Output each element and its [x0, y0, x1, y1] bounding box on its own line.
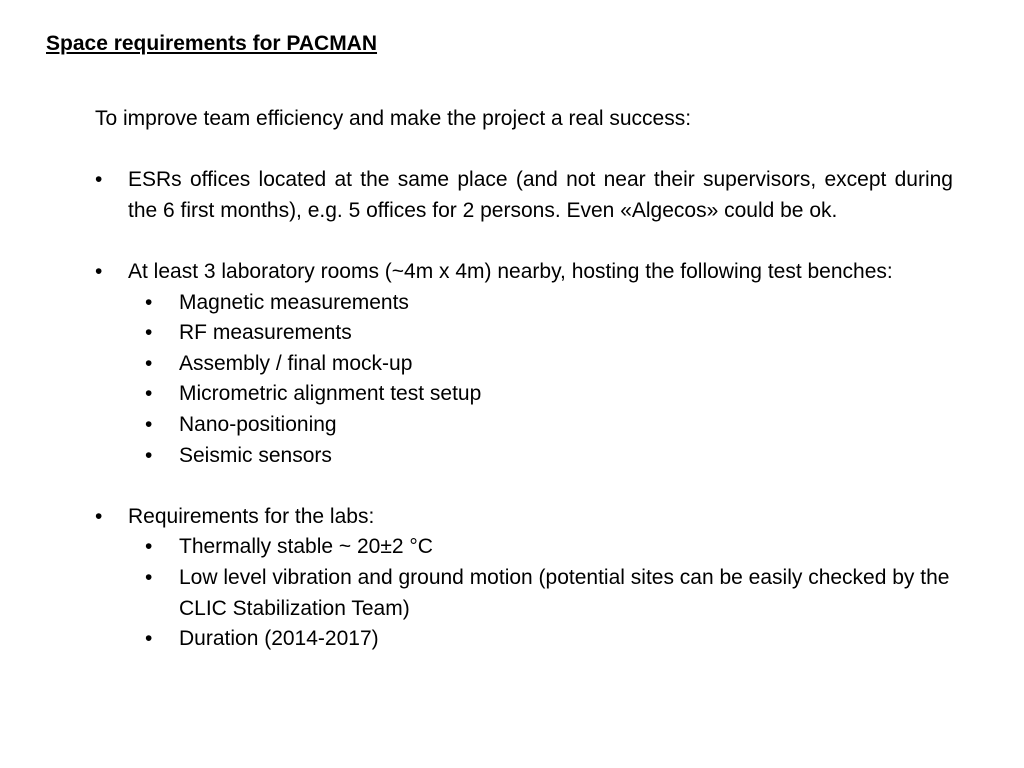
- spacer: [95, 471, 953, 502]
- sub-bullet-item: [95, 288, 953, 319]
- bullet-icon: •: [145, 412, 153, 436]
- bullet-item: [95, 165, 953, 226]
- spacer: [95, 135, 953, 166]
- bullet-icon: •: [145, 565, 153, 589]
- sub-bullet-item: [95, 349, 953, 380]
- intro-text: To improve team efficiency and make the project a real success:: [95, 107, 692, 130]
- slide-body: [95, 104, 953, 655]
- sub-bullet-text: RF measurements: [179, 321, 352, 345]
- sub-bullet-item: [95, 441, 953, 472]
- sub-bullet-text: Seismic sensors: [179, 443, 332, 467]
- sub-bullet-text: Assembly / final mock-up: [179, 351, 413, 375]
- bullet-icon: •: [145, 321, 153, 345]
- bullet-icon: •: [95, 259, 103, 283]
- bullet-icon: •: [145, 443, 153, 467]
- bullet-text: At least 3 laboratory rooms (~4m x 4m) nearby, hosting the following test benches:: [128, 259, 893, 283]
- spacer: [95, 226, 953, 257]
- bullet-text: ESRs offices located at the same place (and not near their supervisors, except during the 6 first months), e.g. 5 offices for 2 persons. Even «Algecos» could be ok.: [128, 168, 953, 222]
- bullet-text: Requirements for the labs:: [128, 504, 375, 528]
- sub-bullet-text: Low level vibration and ground motion (potential sites can be easily checked by the CLIC Stabilization Team): [179, 565, 950, 620]
- bullet-item: [95, 257, 953, 288]
- sub-bullet-item: [95, 624, 953, 655]
- sub-bullet-text: Micrometric alignment test setup: [179, 382, 482, 406]
- bullet-icon: •: [95, 168, 103, 192]
- bullet-icon: •: [145, 627, 153, 651]
- sub-bullet-item: [95, 563, 953, 624]
- bullet-icon: •: [145, 351, 153, 375]
- sub-bullet-item: [95, 318, 953, 349]
- slide-title: Space requirements for PACMAN: [46, 32, 378, 55]
- bullet-icon: •: [95, 504, 103, 528]
- sub-bullet-text: Duration (2014-2017): [179, 627, 379, 651]
- bullet-icon: •: [145, 290, 153, 314]
- sub-bullet-item: [95, 410, 953, 441]
- sub-bullet-item: [95, 532, 953, 563]
- sub-bullet-text: Thermally stable ~ 20±2 °C: [179, 535, 433, 559]
- sub-bullet-text: Nano-positioning: [179, 412, 337, 436]
- bullet-icon: •: [145, 382, 153, 406]
- bullet-item: [95, 502, 953, 533]
- sub-bullet-text: Magnetic measurements: [179, 290, 409, 314]
- sub-bullet-item: [95, 379, 953, 410]
- bullet-icon: •: [145, 535, 153, 559]
